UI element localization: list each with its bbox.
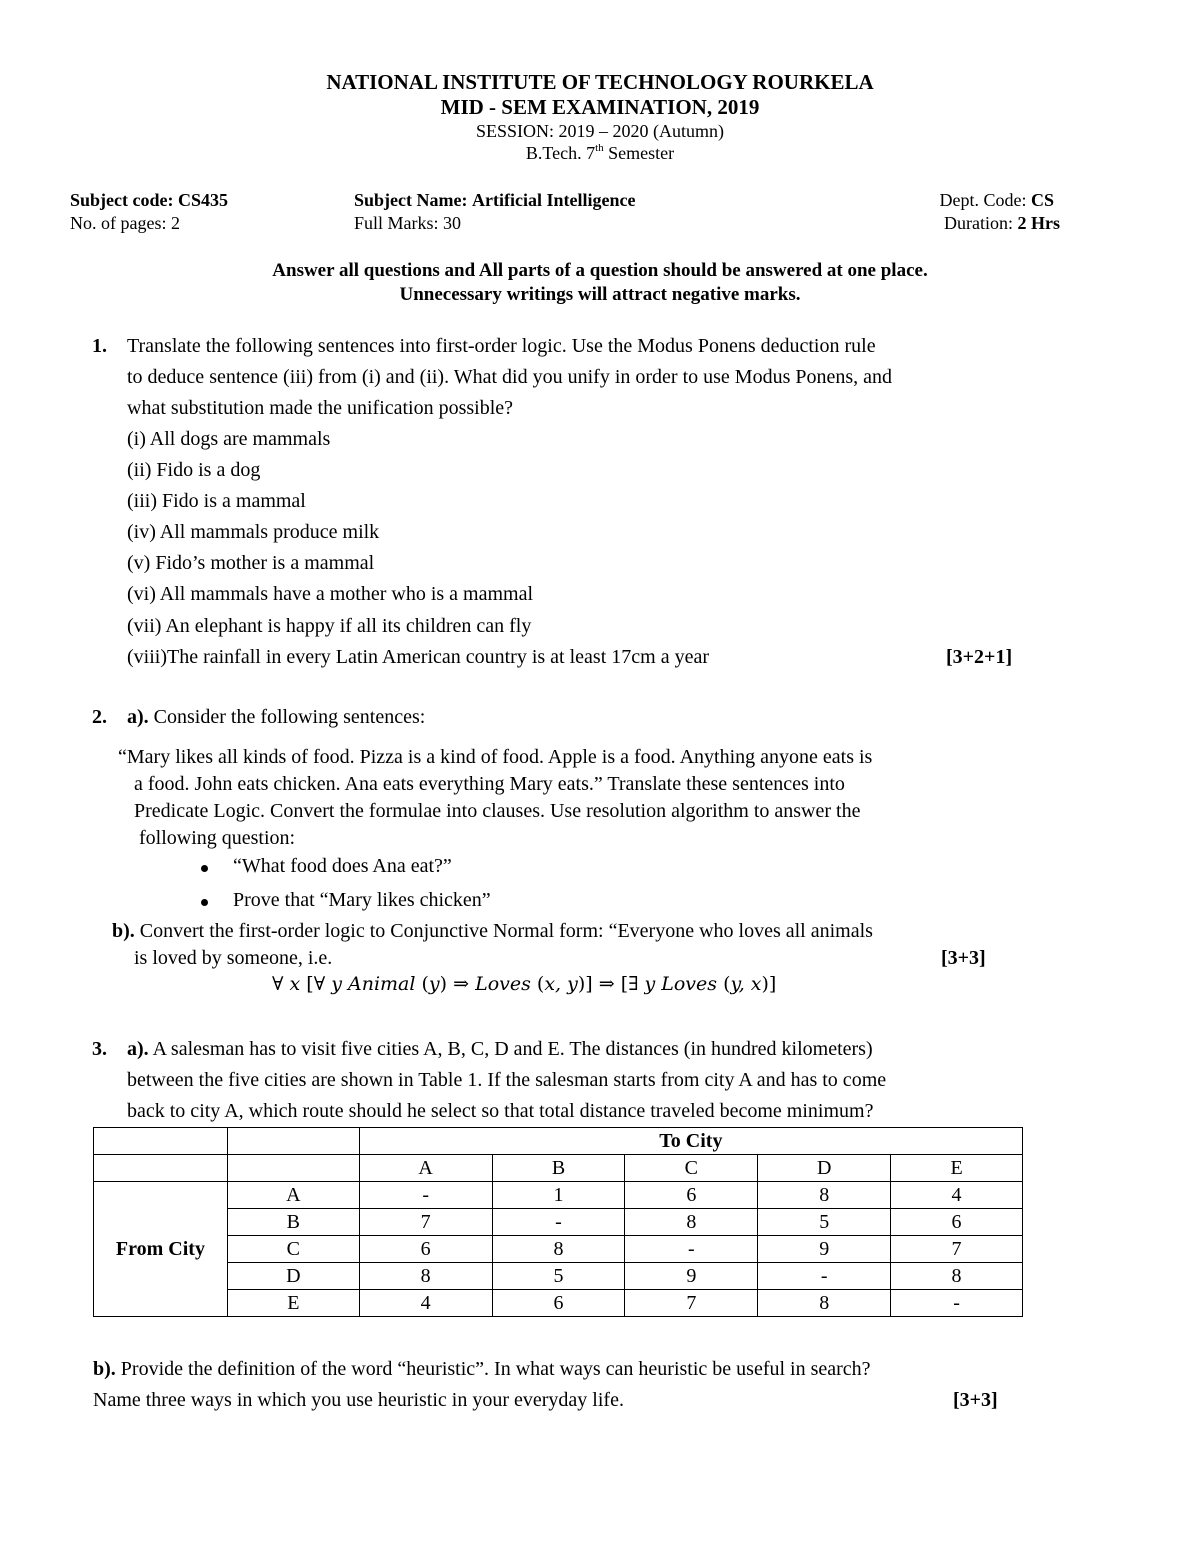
duration [944,213,1060,234]
table-cell-empty [227,1155,359,1182]
table-cell: - [758,1263,891,1290]
table-cell: 8 [758,1290,891,1317]
q1-item: (iii) Fido is a mammal [127,490,306,512]
subject-name-label: Subject Name: [354,190,468,210]
q1-item: (ii) Fido is a dog [127,459,261,481]
institute-name: NATIONAL INSTITUTE OF TECHNOLOGY ROURKELA [326,70,874,94]
q2-number: 2. [92,706,107,728]
table-cell: 4 [891,1182,1023,1209]
table-cell: 9 [758,1236,891,1263]
dept-code [939,190,1054,211]
dept-code-value: CS [1030,190,1054,210]
q2b-text: Convert the first-order logic to Conjunctive Normal form: “Everyone who loves all animals [134,920,873,942]
q2a-line [127,706,425,729]
table-cell: 8 [891,1263,1023,1290]
table-cell: 7 [891,1236,1023,1263]
formula-part: )] ⇒ [∃ [577,973,639,995]
q1-marks: [3+2+1] [946,646,1013,668]
q1-number: 1. [92,335,107,357]
q1-item: (viii)The rainfall in every Latin American country is at least 17cm a year [127,646,709,668]
column-header: B [492,1155,625,1182]
subject-code-label: Subject code: [70,190,174,210]
formula-part: x [289,973,301,995]
dept-code-label: Dept. Code: [939,190,1027,210]
formula-part: y [428,973,440,995]
q1-item: (vi) All mammals have a mother who is a mammal [127,583,534,605]
formula-part: y Animal [331,973,416,995]
q3a-line [127,1038,873,1061]
table-cell: 9 [625,1263,758,1290]
table-row [94,1236,1023,1263]
table-cell: - [359,1182,492,1209]
table-row [94,1182,1023,1209]
formula-part: [∀ [306,973,326,995]
table-cell: 6 [359,1236,492,1263]
table-cell: 8 [359,1263,492,1290]
q2b-line [112,920,873,943]
column-header: D [758,1155,891,1182]
q2-quote-line: a food. John eats chicken. Ana eats everything Mary eats.” Translate these sentences into [134,773,845,795]
column-header: C [625,1155,758,1182]
q1-text-line: to deduce sentence (iii) from (i) and (ii). What did you unify in order to use Modus Ponens, and [127,366,893,388]
subject-code-value: CS435 [177,190,228,210]
to-city-header: To City [359,1128,1022,1155]
table-cell: 7 [359,1209,492,1236]
q2-quote-line: following question: [139,827,296,849]
table-cell: 6 [625,1182,758,1209]
table-cell-empty [227,1128,359,1155]
column-header: E [891,1155,1023,1182]
instruction-line-1: Answer all questions and All parts of a question should be answered at one place. [272,260,928,281]
table-cell: 5 [758,1209,891,1236]
page-count: No. of pages: 2 [70,213,180,233]
formula-part: ( [536,973,545,995]
exam-title: MID - SEM EXAMINATION, 2019 [440,95,760,119]
q1-text-line: what substitution made the unification possible? [127,397,514,419]
q3b-line [93,1358,871,1381]
q1-item: (iv) All mammals produce milk [127,521,380,543]
q3-number: 3. [92,1038,107,1060]
table-cell: 6 [891,1209,1023,1236]
q2-bullet-item: Prove that “Mary likes chicken” [233,889,491,911]
program-line [0,143,1200,164]
table-cell: - [891,1290,1023,1317]
program-suffix: Semester [603,143,675,163]
table-cell: 1 [492,1182,625,1209]
table-row [94,1155,1023,1182]
session-line: SESSION: 2019 – 2020 (Autumn) [475,121,724,141]
table-cell: - [625,1236,758,1263]
instruction-line-2: Unnecessary writings will attract negative marks. [399,284,801,305]
table-cell: - [492,1209,625,1236]
q3a-line: between the five cities are shown in Table 1. If the salesman starts from city A and has to come [127,1069,887,1091]
table-cell: 8 [625,1209,758,1236]
q1-item: (vii) An elephant is happy if all its children can fly [127,615,532,637]
table-cell: 8 [492,1236,625,1263]
duration-value: 2 Hrs [1017,213,1060,233]
row-header: E [227,1290,359,1317]
table-cell-empty [94,1155,228,1182]
subject-name-value: Artificial Intelligence [471,190,636,210]
q2a-label: a). [127,706,149,728]
q3a-text: A salesman has to visit five cities A, B, C, D and E. The distances (in hundred kilometers) [148,1038,873,1060]
q2-marks: [3+3] [941,947,986,969]
table-cell: 8 [758,1182,891,1209]
bullet-icon [201,865,208,872]
q3a-line: back to city A, which route should he select so that total distance traveled become minimum? [127,1100,874,1122]
formula-part: y Loves [644,973,718,995]
table-row [94,1263,1023,1290]
formula-part: )] [761,973,777,995]
table-cell: 7 [625,1290,758,1317]
q1-text-line: Translate the following sentences into first-order logic. Use the Modus Ponens deduction rule [127,335,876,357]
from-city-header: From City [94,1182,228,1317]
formula-part: ( [421,973,429,995]
q2a-text: Consider the following sentences: [148,706,426,728]
bullet-icon [201,899,208,906]
subject-name [354,190,635,211]
program-sup: th [595,142,604,154]
distance-table [93,1127,1023,1317]
table-row [94,1290,1023,1317]
table-row [94,1128,1023,1155]
row-header: B [227,1209,359,1236]
formula-part: ∀ [272,973,284,995]
full-marks: Full Marks: 30 [354,213,462,233]
formula-part: x, y [544,973,578,995]
q1-item: (i) All dogs are mammals [127,428,331,450]
q2-quote-line: “Mary likes all kinds of food. Pizza is a kind of food. Apple is a food. Anything anyone eats is [118,746,873,768]
table-cell: 6 [492,1290,625,1317]
formula-part: y, x [730,973,762,995]
q3b-text: Provide the definition of the word “heuristic”. In what ways can heuristic be useful in search? [115,1358,871,1380]
table-cell: 5 [492,1263,625,1290]
duration-label: Duration: [944,213,1013,233]
q3b-label: b). [93,1358,116,1380]
q2-bullet-item: “What food does Ana eat?” [233,855,452,877]
q2b-label: b). [112,920,135,942]
program-prefix: B.Tech. 7 [525,143,596,163]
formula-part: ) ⇒ [439,973,476,995]
q2b-line-2: is loved by someone, i.e. [134,947,333,969]
cnf-formula [272,973,776,995]
formula-part: ( [723,973,731,995]
row-header: D [227,1263,359,1290]
q1-item: (v) Fido’s mother is a mammal [127,552,375,574]
table-cell: 4 [359,1290,492,1317]
q2-quote-line: Predicate Logic. Convert the formulae into clauses. Use resolution algorithm to answer the [134,800,861,822]
subject-code [70,190,228,211]
q3-marks: [3+3] [953,1389,998,1411]
q3b-line-2: Name three ways in which you use heuristic in your everyday life. [93,1389,624,1411]
table-row [94,1209,1023,1236]
column-header: A [359,1155,492,1182]
q3a-label: a). [127,1038,149,1060]
formula-part: Loves [475,973,531,995]
row-header: A [227,1182,359,1209]
row-header: C [227,1236,359,1263]
table-cell-empty [94,1128,228,1155]
